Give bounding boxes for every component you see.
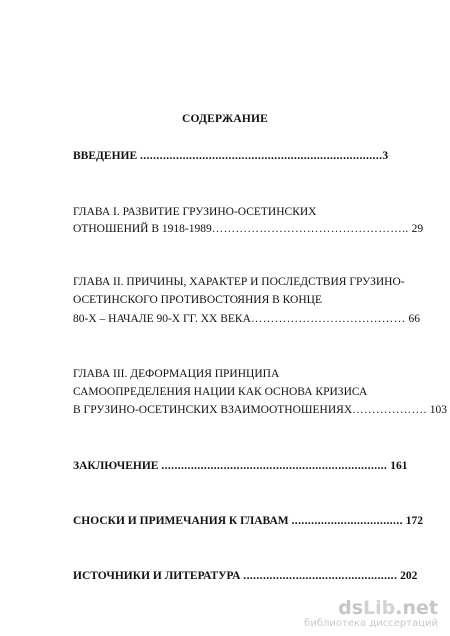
toc-page-number: 103 xyxy=(426,404,447,416)
logo-brand-net: .net xyxy=(395,597,438,619)
toc-entry-chapter-2-line-3 xyxy=(73,313,420,325)
toc-leader-dots: ………………. xyxy=(352,404,427,416)
toc-entry-chapter-3-line-1 xyxy=(73,368,279,380)
toc-page-number: 3 xyxy=(382,150,389,162)
toc-entry-conclusion xyxy=(73,460,407,472)
toc-entry-text: САМООПРЕДЕЛЕНИЯ НАЦИИ КАК ОСНОВА КРИЗИСА xyxy=(73,386,368,398)
toc-entry-text: В ГРУЗИНО-ОСЕТИНСКИХ ВЗАИМООТНОШЕНИЯХ xyxy=(73,404,353,416)
dslib-watermark-logo xyxy=(304,598,438,630)
toc-title: СОДЕРЖАНИЕ xyxy=(181,113,269,125)
toc-entry-chapter-2-line-1 xyxy=(73,276,405,288)
logo-brand-ds: ds xyxy=(338,597,364,619)
toc-entry-text: ГЛАВА I. РАЗВИТИЕ ГРУЗИНО-ОСЕТИНСКИХ xyxy=(73,206,317,218)
toc-entry-text: ГЛАВА III. ДЕФОРМАЦИЯ ПРИНЦИПА xyxy=(73,368,280,380)
toc-leader-dots: .................................. xyxy=(291,515,403,527)
toc-entry-footnotes xyxy=(73,515,423,527)
toc-entry-sources xyxy=(73,570,417,582)
toc-entry-text: ОТНОШЕНИЙ В 1918-1989 xyxy=(73,223,212,235)
toc-entry-chapter-3-line-2 xyxy=(73,386,367,398)
toc-entry-chapter-1-line-2 xyxy=(73,223,423,235)
toc-leader-dots: ………………………………………….. xyxy=(211,223,409,235)
toc-entry-text: ИСТОЧНИКИ И ЛИТЕРАТУРА xyxy=(73,570,244,582)
toc-page-number: 66 xyxy=(405,313,420,325)
logo-tagline: библиотека диссертаций xyxy=(304,618,438,629)
toc-leader-dots: ............................................... xyxy=(243,570,398,582)
toc-entry-chapter-3-line-3 xyxy=(73,404,447,416)
toc-entry-text: 80-Х – НАЧАЛЕ 90-Х ГГ. ХХ ВЕКА xyxy=(73,313,251,325)
toc-entry-chapter-2-line-2 xyxy=(73,294,322,306)
toc-leader-dots: ………………………………… xyxy=(250,313,406,325)
toc-page-number: 202 xyxy=(397,570,418,582)
toc-entry-text: ОСЕТИНСКОГО ПРОТИВОСТОЯНИЯ В КОНЦЕ xyxy=(73,294,322,306)
toc-leader-dots: .......................................................................... xyxy=(140,150,383,162)
toc-entry-text: ГЛАВА II. ПРИЧИНЫ, ХАРАКТЕР И ПОСЛЕДСТВИЯ ГРУЗИНО- xyxy=(73,276,405,288)
toc-page-number: 29 xyxy=(408,223,424,235)
toc-entry-chapter-1-line-1 xyxy=(73,206,316,218)
toc-page-number: 172 xyxy=(402,515,424,527)
toc-entry-text: СНОСКИ И ПРИМЕЧАНИЯ К ГЛАВАМ xyxy=(73,515,292,527)
toc-page-number: 161 xyxy=(387,460,408,472)
toc-entry-text: ЗАКЛЮЧЕНИЕ xyxy=(73,460,162,472)
toc-leader-dots: ..................................................................... xyxy=(161,460,388,472)
logo-brand xyxy=(304,598,438,618)
logo-brand-lib: Lib xyxy=(363,597,396,619)
toc-entry-introduction xyxy=(73,150,388,162)
toc-entry-text: ВВЕДЕНИЕ xyxy=(73,150,141,162)
